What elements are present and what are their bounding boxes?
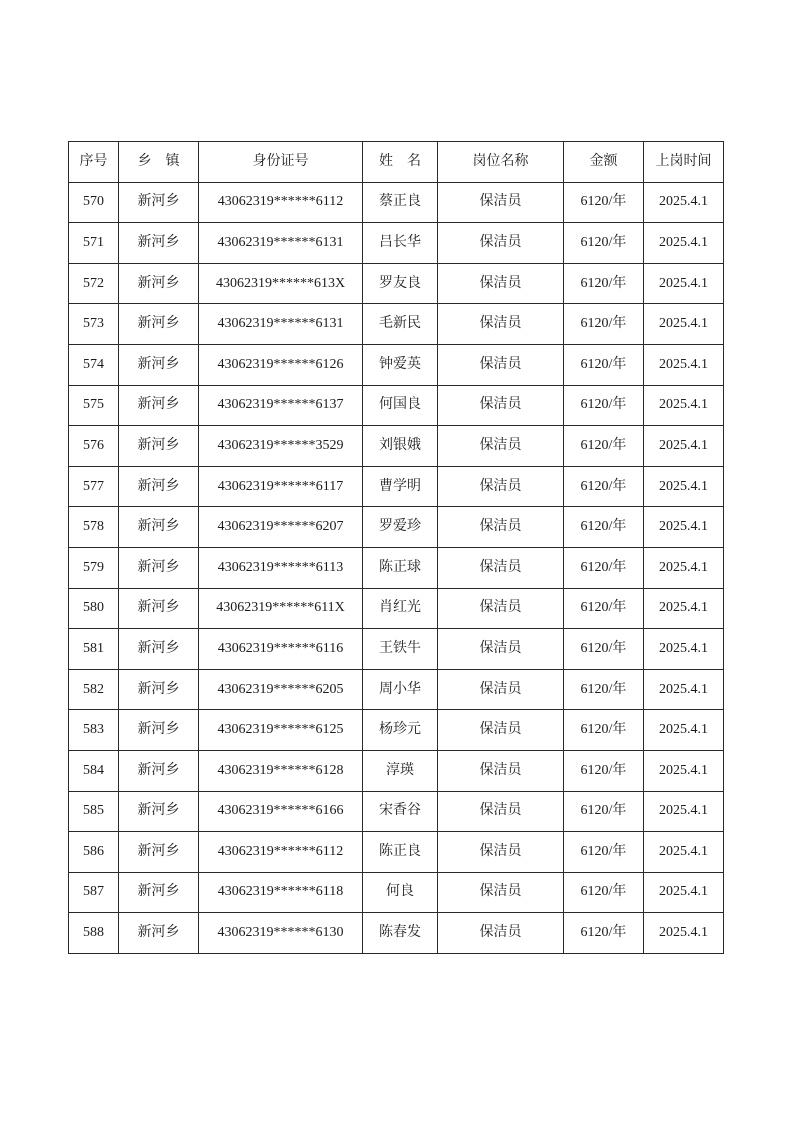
cell-position: 保洁员 — [438, 669, 564, 710]
column-header-position: 岗位名称 — [438, 142, 564, 183]
cell-index: 585 — [69, 791, 119, 832]
cell-name: 何国良 — [363, 385, 438, 426]
cell-name: 肖红光 — [363, 588, 438, 629]
cell-township: 新河乡 — [119, 913, 199, 954]
cell-index: 576 — [69, 426, 119, 467]
cell-id-number: 43062319******6125 — [199, 710, 363, 751]
column-header-amount: 金额 — [564, 142, 644, 183]
cell-start-date: 2025.4.1 — [644, 872, 724, 913]
cell-id-number: 43062319******613X — [199, 263, 363, 304]
cell-township: 新河乡 — [119, 304, 199, 345]
table-row — [69, 791, 724, 832]
cell-index: 572 — [69, 263, 119, 304]
cell-start-date: 2025.4.1 — [644, 710, 724, 751]
cell-amount: 6120/年 — [564, 385, 644, 426]
cell-amount: 6120/年 — [564, 669, 644, 710]
cell-name: 蔡正良 — [363, 182, 438, 223]
cell-amount: 6120/年 — [564, 872, 644, 913]
cell-amount: 6120/年 — [564, 182, 644, 223]
cell-index: 584 — [69, 750, 119, 791]
cell-position: 保洁员 — [438, 750, 564, 791]
table-row — [69, 588, 724, 629]
cell-township: 新河乡 — [119, 750, 199, 791]
cell-position: 保洁员 — [438, 629, 564, 670]
cell-name: 陈春发 — [363, 913, 438, 954]
cell-name: 曹学明 — [363, 466, 438, 507]
cell-id-number: 43062319******6116 — [199, 629, 363, 670]
cell-index: 582 — [69, 669, 119, 710]
cell-township: 新河乡 — [119, 832, 199, 873]
cell-township: 新河乡 — [119, 872, 199, 913]
column-header-name: 姓 名 — [363, 142, 438, 183]
cell-index: 577 — [69, 466, 119, 507]
table-header-row — [69, 142, 724, 183]
cell-id-number: 43062319******6128 — [199, 750, 363, 791]
table-row — [69, 304, 724, 345]
cell-id-number: 43062319******6117 — [199, 466, 363, 507]
cell-position: 保洁员 — [438, 547, 564, 588]
cell-township: 新河乡 — [119, 223, 199, 264]
cell-township: 新河乡 — [119, 669, 199, 710]
cell-amount: 6120/年 — [564, 223, 644, 264]
cell-name: 陈正良 — [363, 832, 438, 873]
table-row — [69, 872, 724, 913]
cell-index: 579 — [69, 547, 119, 588]
cell-index: 575 — [69, 385, 119, 426]
cell-position: 保洁员 — [438, 710, 564, 751]
cell-id-number: 43062319******3529 — [199, 426, 363, 467]
cell-start-date: 2025.4.1 — [644, 629, 724, 670]
cell-township: 新河乡 — [119, 426, 199, 467]
cell-name: 周小华 — [363, 669, 438, 710]
table-body — [69, 182, 724, 953]
cell-position: 保洁员 — [438, 588, 564, 629]
table-row — [69, 344, 724, 385]
cell-start-date: 2025.4.1 — [644, 182, 724, 223]
cell-start-date: 2025.4.1 — [644, 547, 724, 588]
cell-index: 571 — [69, 223, 119, 264]
cell-start-date: 2025.4.1 — [644, 385, 724, 426]
cell-township: 新河乡 — [119, 182, 199, 223]
cell-amount: 6120/年 — [564, 750, 644, 791]
cell-name: 吕长华 — [363, 223, 438, 264]
cell-index: 578 — [69, 507, 119, 548]
table-row — [69, 669, 724, 710]
cell-amount: 6120/年 — [564, 710, 644, 751]
cell-township: 新河乡 — [119, 263, 199, 304]
table-row — [69, 913, 724, 954]
cell-index: 588 — [69, 913, 119, 954]
cell-name: 罗爱珍 — [363, 507, 438, 548]
cell-name: 钟爱英 — [363, 344, 438, 385]
cell-start-date: 2025.4.1 — [644, 669, 724, 710]
cell-start-date: 2025.4.1 — [644, 791, 724, 832]
cell-amount: 6120/年 — [564, 791, 644, 832]
table-row — [69, 507, 724, 548]
table-row — [69, 547, 724, 588]
cell-start-date: 2025.4.1 — [644, 832, 724, 873]
cell-name: 毛新民 — [363, 304, 438, 345]
cell-start-date: 2025.4.1 — [644, 913, 724, 954]
cell-amount: 6120/年 — [564, 466, 644, 507]
cell-index: 583 — [69, 710, 119, 751]
cell-amount: 6120/年 — [564, 547, 644, 588]
cell-township: 新河乡 — [119, 344, 199, 385]
cell-index: 581 — [69, 629, 119, 670]
cell-position: 保洁员 — [438, 507, 564, 548]
cell-name: 淳瑛 — [363, 750, 438, 791]
cell-index: 586 — [69, 832, 119, 873]
cell-position: 保洁员 — [438, 223, 564, 264]
cell-position: 保洁员 — [438, 344, 564, 385]
cell-name: 杨珍元 — [363, 710, 438, 751]
cell-index: 574 — [69, 344, 119, 385]
cell-id-number: 43062319******6205 — [199, 669, 363, 710]
table-row — [69, 629, 724, 670]
cell-name: 何良 — [363, 872, 438, 913]
cell-start-date: 2025.4.1 — [644, 507, 724, 548]
cell-amount: 6120/年 — [564, 832, 644, 873]
cell-position: 保洁员 — [438, 304, 564, 345]
cell-id-number: 43062319******6130 — [199, 913, 363, 954]
roster-table — [68, 141, 724, 954]
cell-position: 保洁员 — [438, 466, 564, 507]
cell-id-number: 43062319******6112 — [199, 182, 363, 223]
cell-id-number: 43062319******611X — [199, 588, 363, 629]
cell-id-number: 43062319******6131 — [199, 223, 363, 264]
cell-amount: 6120/年 — [564, 426, 644, 467]
cell-id-number: 43062319******6137 — [199, 385, 363, 426]
column-header-index: 序号 — [69, 142, 119, 183]
cell-position: 保洁员 — [438, 791, 564, 832]
table-row — [69, 385, 724, 426]
table-row — [69, 263, 724, 304]
cell-name: 陈正球 — [363, 547, 438, 588]
cell-position: 保洁员 — [438, 913, 564, 954]
cell-township: 新河乡 — [119, 385, 199, 426]
cell-id-number: 43062319******6112 — [199, 832, 363, 873]
cell-id-number: 43062319******6166 — [199, 791, 363, 832]
cell-position: 保洁员 — [438, 832, 564, 873]
cell-position: 保洁员 — [438, 872, 564, 913]
cell-start-date: 2025.4.1 — [644, 263, 724, 304]
cell-township: 新河乡 — [119, 547, 199, 588]
cell-township: 新河乡 — [119, 710, 199, 751]
cell-start-date: 2025.4.1 — [644, 304, 724, 345]
cell-township: 新河乡 — [119, 466, 199, 507]
cell-start-date: 2025.4.1 — [644, 588, 724, 629]
table-row — [69, 223, 724, 264]
cell-name: 刘银娥 — [363, 426, 438, 467]
column-header-start-date: 上岗时间 — [644, 142, 724, 183]
table-row — [69, 832, 724, 873]
cell-id-number: 43062319******6207 — [199, 507, 363, 548]
cell-index: 580 — [69, 588, 119, 629]
cell-township: 新河乡 — [119, 629, 199, 670]
cell-id-number: 43062319******6118 — [199, 872, 363, 913]
cell-township: 新河乡 — [119, 588, 199, 629]
table-row — [69, 466, 724, 507]
cell-start-date: 2025.4.1 — [644, 426, 724, 467]
cell-position: 保洁员 — [438, 385, 564, 426]
table-row — [69, 750, 724, 791]
cell-id-number: 43062319******6131 — [199, 304, 363, 345]
cell-index: 587 — [69, 872, 119, 913]
cell-amount: 6120/年 — [564, 507, 644, 548]
cell-id-number: 43062319******6113 — [199, 547, 363, 588]
cell-start-date: 2025.4.1 — [644, 344, 724, 385]
table-row — [69, 710, 724, 751]
cell-id-number: 43062319******6126 — [199, 344, 363, 385]
cell-amount: 6120/年 — [564, 588, 644, 629]
cell-name: 罗友良 — [363, 263, 438, 304]
cell-start-date: 2025.4.1 — [644, 223, 724, 264]
column-header-township: 乡 镇 — [119, 142, 199, 183]
cell-amount: 6120/年 — [564, 304, 644, 345]
cell-amount: 6120/年 — [564, 263, 644, 304]
cell-amount: 6120/年 — [564, 344, 644, 385]
cell-name: 王铁牛 — [363, 629, 438, 670]
table-row — [69, 182, 724, 223]
cell-position: 保洁员 — [438, 182, 564, 223]
column-header-id-number: 身份证号 — [199, 142, 363, 183]
cell-position: 保洁员 — [438, 426, 564, 467]
cell-township: 新河乡 — [119, 507, 199, 548]
table-row — [69, 426, 724, 467]
cell-amount: 6120/年 — [564, 629, 644, 670]
cell-index: 570 — [69, 182, 119, 223]
cell-amount: 6120/年 — [564, 913, 644, 954]
cell-start-date: 2025.4.1 — [644, 466, 724, 507]
cell-index: 573 — [69, 304, 119, 345]
cell-position: 保洁员 — [438, 263, 564, 304]
cell-name: 宋香谷 — [363, 791, 438, 832]
cell-start-date: 2025.4.1 — [644, 750, 724, 791]
cell-township: 新河乡 — [119, 791, 199, 832]
